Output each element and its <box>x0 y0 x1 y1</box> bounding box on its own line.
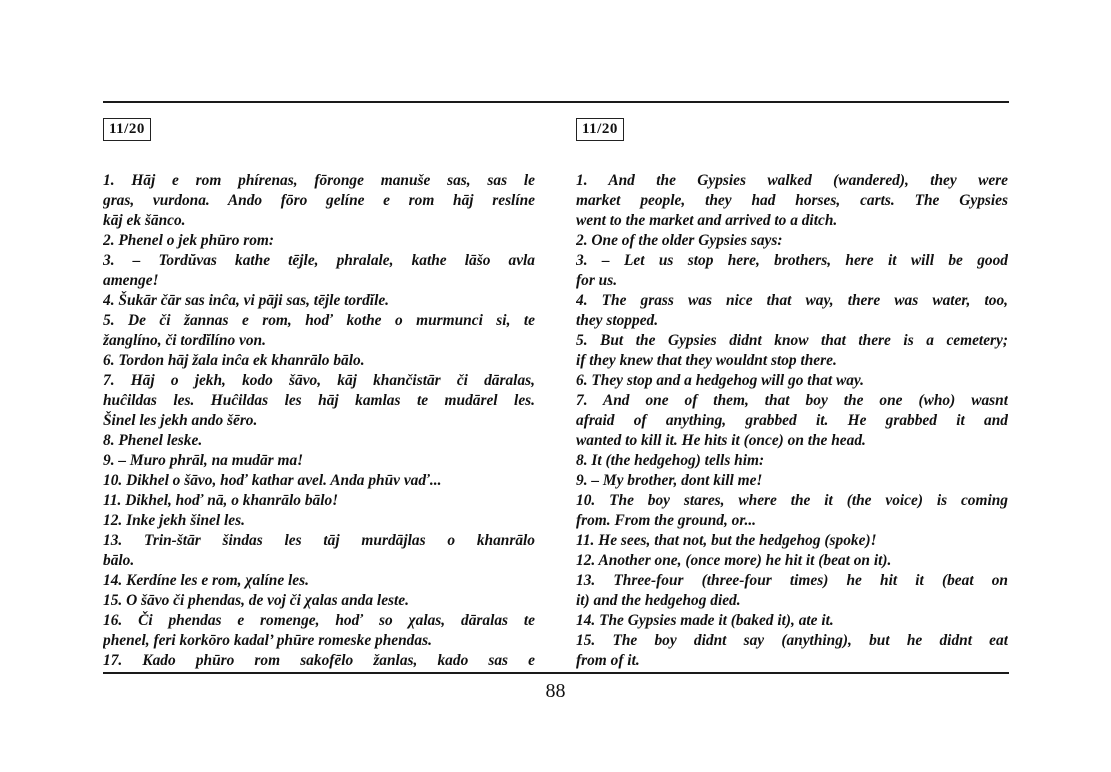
text-line: phenel, feri korkōro kadal’ phūre romeske phendas. <box>103 632 432 649</box>
text-line: from. From the ground, or... <box>576 512 757 529</box>
page-number: 88 <box>545 680 566 702</box>
text-line: 10. Dikhel o šāvo, hoď kathar avel. Anda phūv vaď... <box>103 472 442 489</box>
text-line: 5. But the Gypsies didnt know that there is a cemetery; <box>576 332 1008 349</box>
right-column-english <box>576 118 1008 671</box>
text-line: kāj ek šānco. <box>103 212 186 229</box>
text-line: 11. Dikhel, hoď nā, o khanrālo bālo! <box>103 492 339 509</box>
text-id-label: 11/20 <box>103 118 151 141</box>
text-line: 5. De či žannas e rom, hoď kothe o murmunci si, te <box>103 312 535 329</box>
text-line: 14. Kerdíne les e rom, χalíne les. <box>103 572 309 589</box>
text-line: bālo. <box>103 552 135 569</box>
text-line: 6. They stop and a hedgehog will go that way. <box>576 372 865 389</box>
text-line: 3. – Let us stop here, brothers, here it will be good <box>576 252 1008 269</box>
english-translation-text <box>576 171 1008 671</box>
text-line: 2. One of the older Gypsies says: <box>576 232 783 249</box>
text-line: if they knew that they wouldnt stop there. <box>576 352 837 369</box>
text-line: 13. Three-four (three-four times) he hit it (beat on <box>576 572 1008 589</box>
text-line: žanglíno, či tordĭlíno von. <box>103 332 266 349</box>
text-line: 10. The boy stares, where the it (the voice) is coming <box>576 492 1008 509</box>
text-line: Šinel les jekh ando šēro. <box>103 412 258 429</box>
text-line: amenge! <box>103 272 159 289</box>
text-line: for us. <box>576 272 618 289</box>
text-line: 13. Trin-štār šindas les tāj murdājlas o khanrālo <box>103 532 535 549</box>
text-line: 15. The boy didnt say (anything), but he didnt eat <box>576 632 1008 649</box>
text-line: it) and the hedgehog died. <box>576 592 741 609</box>
text-line: market people, they had horses, carts. The Gypsies <box>576 192 1008 209</box>
text-line: 8. It (the hedgehog) tells him: <box>576 452 765 469</box>
text-line: 3. – Tordŭvas kathe tējle, phralale, kathe lāšo avla <box>103 252 535 269</box>
text-line: 7. And one of them, that boy the one (who) wasnt <box>576 392 1008 409</box>
romani-text <box>103 171 535 671</box>
text-line: afraid of anything, grabbed it. He grabbed it and <box>576 412 1008 429</box>
text-line: they stopped. <box>576 312 659 329</box>
text-line: 4. The grass was nice that way, there was water, too, <box>576 292 1008 309</box>
text-line: huĉildas les. Huĉildas les hāj kamlas te mudārel les. <box>103 392 535 409</box>
text-line: 14. The Gypsies made it (baked it), ate it. <box>576 612 834 629</box>
text-line: 2. Phenel o jek phūro rom: <box>103 232 275 249</box>
left-column-romani <box>103 118 535 671</box>
text-line: 11. He sees, that not, but the hedgehog (spoke)! <box>576 532 877 549</box>
text-line: 17. Kado phūro rom sakofēlo žanlas, kado sas e <box>103 652 535 669</box>
text-line: 7. Hāj o jekh, kodo šāvo, kāj khančistār či dāralas, <box>103 372 535 389</box>
text-line: 1. Hāj e rom phírenas, fōronge manuše sas, sas le <box>103 172 535 189</box>
text-line: 12. Another one, (once more) he hit it (beat on it). <box>576 552 892 569</box>
text-line: 12. Inke jekh šinel les. <box>103 512 245 529</box>
top-rule <box>103 101 1009 103</box>
text-line: went to the market and arrived to a ditch. <box>576 212 838 229</box>
bottom-rule <box>103 672 1009 674</box>
text-line: 15. O šāvo či phendas, de voj či χalas anda leste. <box>103 592 409 609</box>
text-line: 9. – Muro phrāl, na mudār ma! <box>103 452 304 469</box>
text-line: 9. – My brother, dont kill me! <box>576 472 763 489</box>
text-line: 8. Phenel leske. <box>103 432 203 449</box>
text-line: 4. Šukār čār sas inĉa, vi pāji sas, tējle tordĭle. <box>103 292 390 309</box>
text-line: gras, vurdona. Ando fōro gelíne e rom hāj reslíne <box>103 192 535 209</box>
text-line: from of it. <box>576 652 640 669</box>
text-line: 16. Či phendas e romenge, hoď so χalas, dāralas te <box>103 612 535 629</box>
text-id-label: 11/20 <box>576 118 624 141</box>
text-line: wanted to kill it. He hits it (once) on the head. <box>576 432 866 449</box>
text-line: 6. Tordon hāj žala inĉa ek khanrālo bālo. <box>103 352 365 369</box>
text-line: 1. And the Gypsies walked (wandered), they were <box>576 172 1008 189</box>
